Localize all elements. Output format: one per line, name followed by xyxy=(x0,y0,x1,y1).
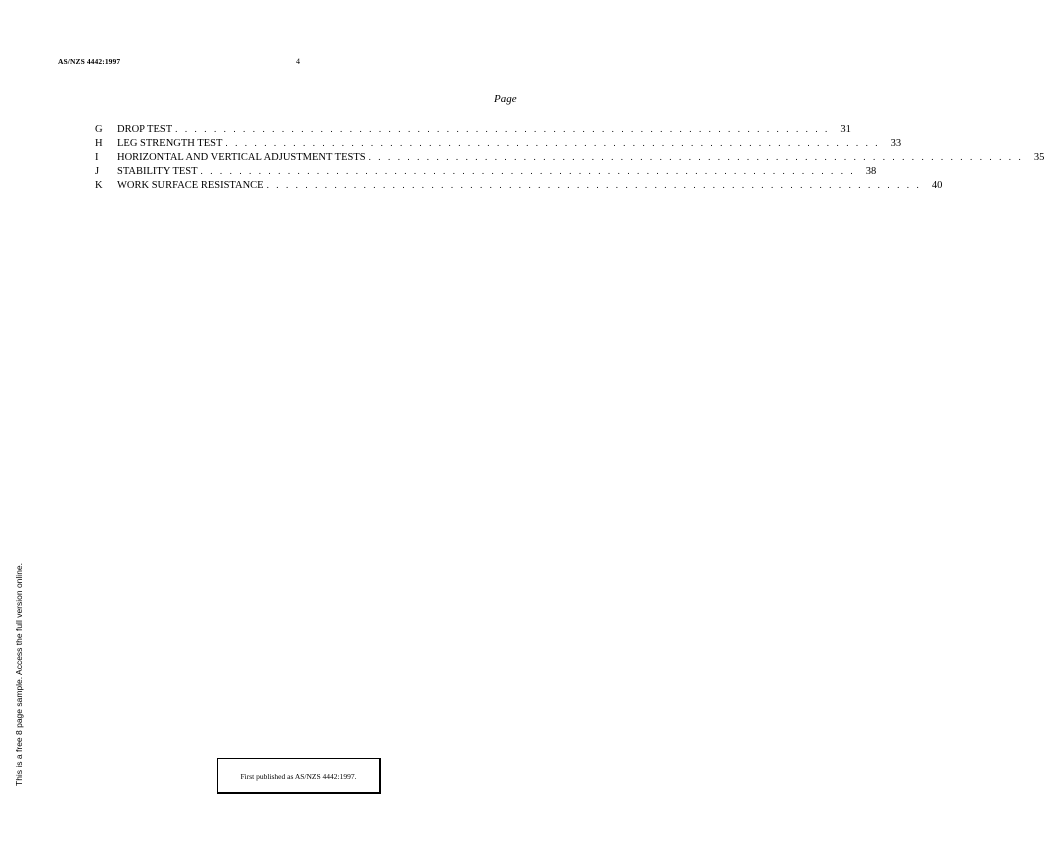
toc-entry-i[interactable] xyxy=(95,150,1044,164)
toc-entry-k[interactable] xyxy=(95,178,943,192)
standard-id-header: AS/NZS 4442:1997 xyxy=(58,57,121,66)
publication-note: First published as AS/NZS 4442:1997. xyxy=(240,772,357,781)
toc-entry-letter: H xyxy=(95,138,103,149)
toc-entry-page: 33 xyxy=(890,138,902,149)
publication-note-box xyxy=(217,758,381,794)
toc-entry-page: 31 xyxy=(840,124,851,135)
toc-entry-j[interactable] xyxy=(95,164,877,178)
toc-page-column-heading: Page xyxy=(494,93,517,105)
toc-entry-page: 38 xyxy=(865,166,877,177)
toc-entry-title: LEG STRENGTH TEST xyxy=(117,138,223,149)
toc-leader-dots: . . . . . . . . . . . . . . . . . . . . . . . . . . . . . . . . . . . . . . . . . . . . . . . . . . . . . . . . . . . . . . . . . . . . xyxy=(225,138,881,148)
toc-leader-dots: . . . . . . . . . . . . . . . . . . . . . . . . . . . . . . . . . . . . . . . . . . . . . . . . . . . . . . . . . . . . . . . . . . . . xyxy=(175,124,830,134)
toc-entry-h[interactable] xyxy=(95,136,902,150)
sample-notice: This is a free 8 page sample. Access the full version online. xyxy=(14,562,24,786)
table-of-contents xyxy=(95,122,1044,192)
toc-entry-page: 40 xyxy=(931,180,943,191)
toc-entry-letter: I xyxy=(95,152,99,163)
toc-entry-letter: J xyxy=(95,166,100,177)
toc-entry-letter: G xyxy=(95,124,103,135)
toc-entry-title: DROP TEST xyxy=(117,124,173,135)
toc-entry-g[interactable] xyxy=(95,122,851,136)
toc-entry-page: 35 xyxy=(1033,152,1044,163)
toc-entry-title: HORIZONTAL AND VERTICAL ADJUSTMENT TESTS xyxy=(117,152,366,163)
toc-entry-title: STABILITY TEST xyxy=(117,166,198,177)
toc-entry-letter: K xyxy=(95,180,103,191)
toc-leader-dots: . . . . . . . . . . . . . . . . . . . . . . . . . . . . . . . . . . . . . . . . . . . . . . . . . . . . . . . . . . . . . . . . . . . . xyxy=(200,166,856,176)
toc-leader-dots: . . . . . . . . . . . . . . . . . . . . . . . . . . . . . . . . . . . . . . . . . . . . . . . . . . . . . . . . . . . . . . . . . . . . xyxy=(266,180,922,190)
page-number: 4 xyxy=(296,57,300,66)
toc-entry-title: WORK SURFACE RESISTANCE xyxy=(117,180,264,191)
toc-leader-dots: . . . . . . . . . . . . . . . . . . . . . . . . . . . . . . . . . . . . . . . . . . . . . . . . . . . . . . . . . . . . . . . . . . . . xyxy=(368,152,1024,162)
